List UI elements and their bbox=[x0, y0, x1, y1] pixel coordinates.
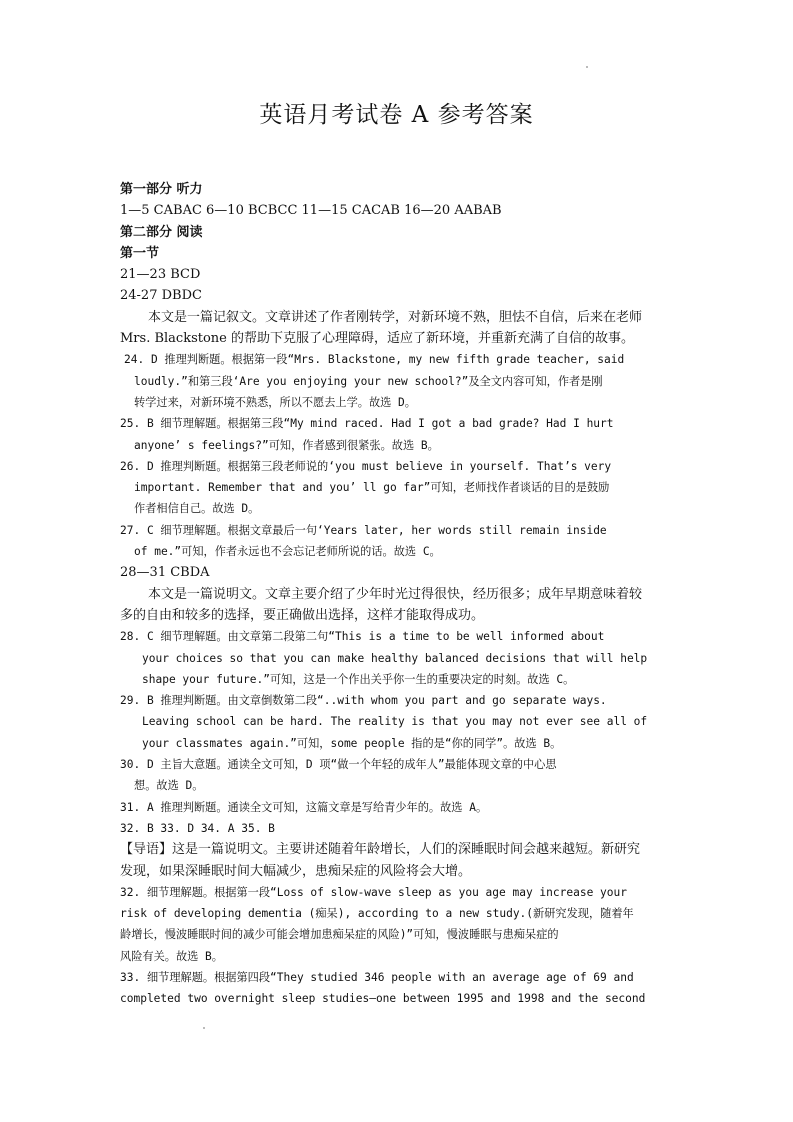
text-line: 24-27 DBDC bbox=[120, 288, 202, 304]
text-line: 第一节 bbox=[120, 245, 160, 261]
text-line: 风险有关。故选 B。 bbox=[120, 949, 223, 963]
text-line: 1—5 CABAC 6—10 BCBCC 11—15 CACAB 16—20 AABAB bbox=[120, 203, 502, 219]
text-line: 30. D 主旨大意题。通读全文可知，D 项“做一个年轻的成年人”最能体现文章的中心思 bbox=[120, 758, 557, 772]
text-line: 发现，如果深睡眠时间大幅减少，患痴呆症的风险将会大增。 bbox=[120, 863, 472, 879]
scan-speck bbox=[203, 1027, 205, 1029]
text-line: loudly.”和第三段‘Are you enjoying your new school?”及全文内容可知，作者是刚 bbox=[134, 374, 603, 388]
text-line: important. Remember that and you’ ll go far”可知，老师找作者谈话的目的是鼓励 bbox=[134, 481, 610, 495]
text-line: 作者相信自己。故选 D。 bbox=[134, 502, 260, 516]
text-line: risk of developing dementia (痴呆), according to a new study.(新研究发现，随着年 bbox=[120, 907, 634, 921]
text-line: 28—31 CBDA bbox=[120, 565, 210, 581]
text-line: 24. D 推理判断题。根据第一段“Mrs. Blackstone, my new fifth grade teacher, said bbox=[124, 353, 625, 367]
text-line: Mrs. Blackstone 的帮助下克服了心理障碍，适应了新环境，并重新充满了自信的故事。 bbox=[120, 331, 635, 347]
text-line: completed two overnight sleep studies—one between 1995 and 1998 and the second bbox=[120, 992, 646, 1006]
text-line: 【导语】这是一篇说明文。主要讲述随着年龄增长，人们的深睡眠时间会越来越短。新研究 bbox=[120, 842, 641, 858]
text-line: 32. 细节理解题。根据第一段“Loss of slow-wave sleep as you age may increase your bbox=[120, 885, 627, 899]
text-line: 28. C 细节理解题。由文章第二段第二句“This is a time to be well informed about bbox=[120, 630, 605, 644]
scan-speck bbox=[586, 66, 588, 68]
text-line: of me.”可知，作者永远也不会忘记老师所说的话。故选 C。 bbox=[134, 545, 441, 559]
text-line: Leaving school can be hard. The reality is that you may not ever see all of bbox=[142, 715, 648, 729]
text-line: 第二部分 阅读 bbox=[120, 224, 203, 240]
text-line: 26. D 推理判断题。根据第三段老师说的‘you must believe in yourself. That’s very bbox=[120, 459, 612, 473]
text-line: 想。故选 D。 bbox=[134, 779, 204, 793]
text-line: your classmates again.”可知，some people 指的是“你的同学”。故选 B。 bbox=[142, 736, 562, 750]
text-line: shape your future.”可知，这是一个作出关乎你一生的重要决定的时刻。故选 C。 bbox=[142, 672, 575, 686]
text-line: 本文是一篇记叙文。文章讲述了作者刚转学，对新环境不熟，胆怯不自信，后来在老师 bbox=[148, 309, 643, 325]
answer-key-body bbox=[120, 179, 675, 1010]
text-line: 21—23 BCD bbox=[120, 267, 201, 283]
text-line: 转学过来，对新环境不熟悉，所以不愿去上学。故选 D。 bbox=[134, 395, 416, 409]
text-line: 27. C 细节理解题。根据文章最后一句‘Years later, her words still remain inside bbox=[120, 523, 607, 537]
text-line: 33. 细节理解题。根据第四段“They studied 346 people with an average age of 69 and bbox=[120, 970, 634, 984]
text-line: 本文是一篇说明文。文章主要介绍了少年时光过得很快，经历很多；成年早期意味着较 bbox=[148, 586, 643, 602]
text-line: 31. A 推理判断题。通读全文可知，这篇文章是写给青少年的。故选 A。 bbox=[120, 800, 488, 814]
text-line: 多的自由和较多的选择，要正确做出选择，这样才能取得成功。 bbox=[120, 607, 485, 623]
text-line: anyone’ s feelings?”可知，作者感到很紧张。故选 B。 bbox=[134, 438, 439, 452]
text-line: 25. B 细节理解题。根据第三段“My mind raced. Had I got a bad grade? Had I hurt bbox=[120, 417, 614, 431]
text-line: 32. B 33. D 34. A 35. B bbox=[120, 821, 275, 835]
text-line: your choices so that you can make healthy balanced decisions that will help bbox=[142, 651, 648, 665]
text-line: 29. B 推理判断题。由文章倒数第二段“..with whom you part and go separate ways. bbox=[120, 694, 607, 708]
text-line: 龄增长，慢波睡眠时间的减少可能会增加患痴呆症的风险)”可知，慢波睡眠与患痴呆症的 bbox=[120, 928, 559, 942]
text-line: 第一部分 听力 bbox=[120, 182, 203, 197]
document-title: 英语月考试卷 A 参考答案 bbox=[259, 102, 534, 128]
